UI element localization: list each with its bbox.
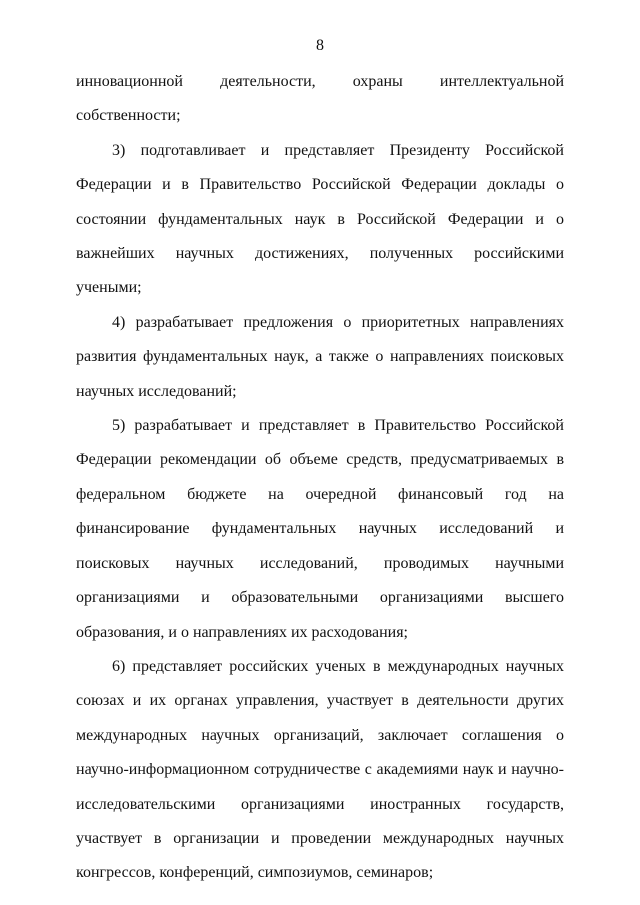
paragraph-item-3: 3) подготавливает и представляет Президенту Российской Федерации и в Правительство Российской Федерации доклады о состоянии фундаментальных наук в Российской Федерации и о важнейших научных достижениях, полученных российскими учеными; xyxy=(76,141,564,297)
page-number: 8 xyxy=(316,37,324,54)
paragraph-item-4: 4) разрабатывает предложения о приоритетных направлениях развития фундаментальных наук, а также о направлениях поисковых научных исследований; xyxy=(76,313,564,400)
document-body xyxy=(76,65,564,891)
paragraph-item-6: 6) представляет российских ученых в международных научных союзах и их органах управления, участвует в деятельности других международных научных организаций, заключает соглашения о научно-информационном сотрудничестве с академиями наук и научно-исследовательскими организациями иностранных государств, участвует в организации и проведении международных научных конгрессов, конференций, симпозиумов, семинаров; xyxy=(76,657,564,882)
paragraph-continuation: инновационной деятельности, охраны интеллектуальной собственности; xyxy=(76,73,564,125)
paragraph-item-5: 5) разрабатывает и представляет в Правительство Российской Федерации рекомендации об объеме средств, предусматриваемых в федеральном бюджете на очередной финансовый год на финансирование фундаментальных научных исследований и поисковых научных исследований, проводимых научными организациями и образовательными организациями высшего образования, и о направлениях их расходования; xyxy=(76,417,564,641)
